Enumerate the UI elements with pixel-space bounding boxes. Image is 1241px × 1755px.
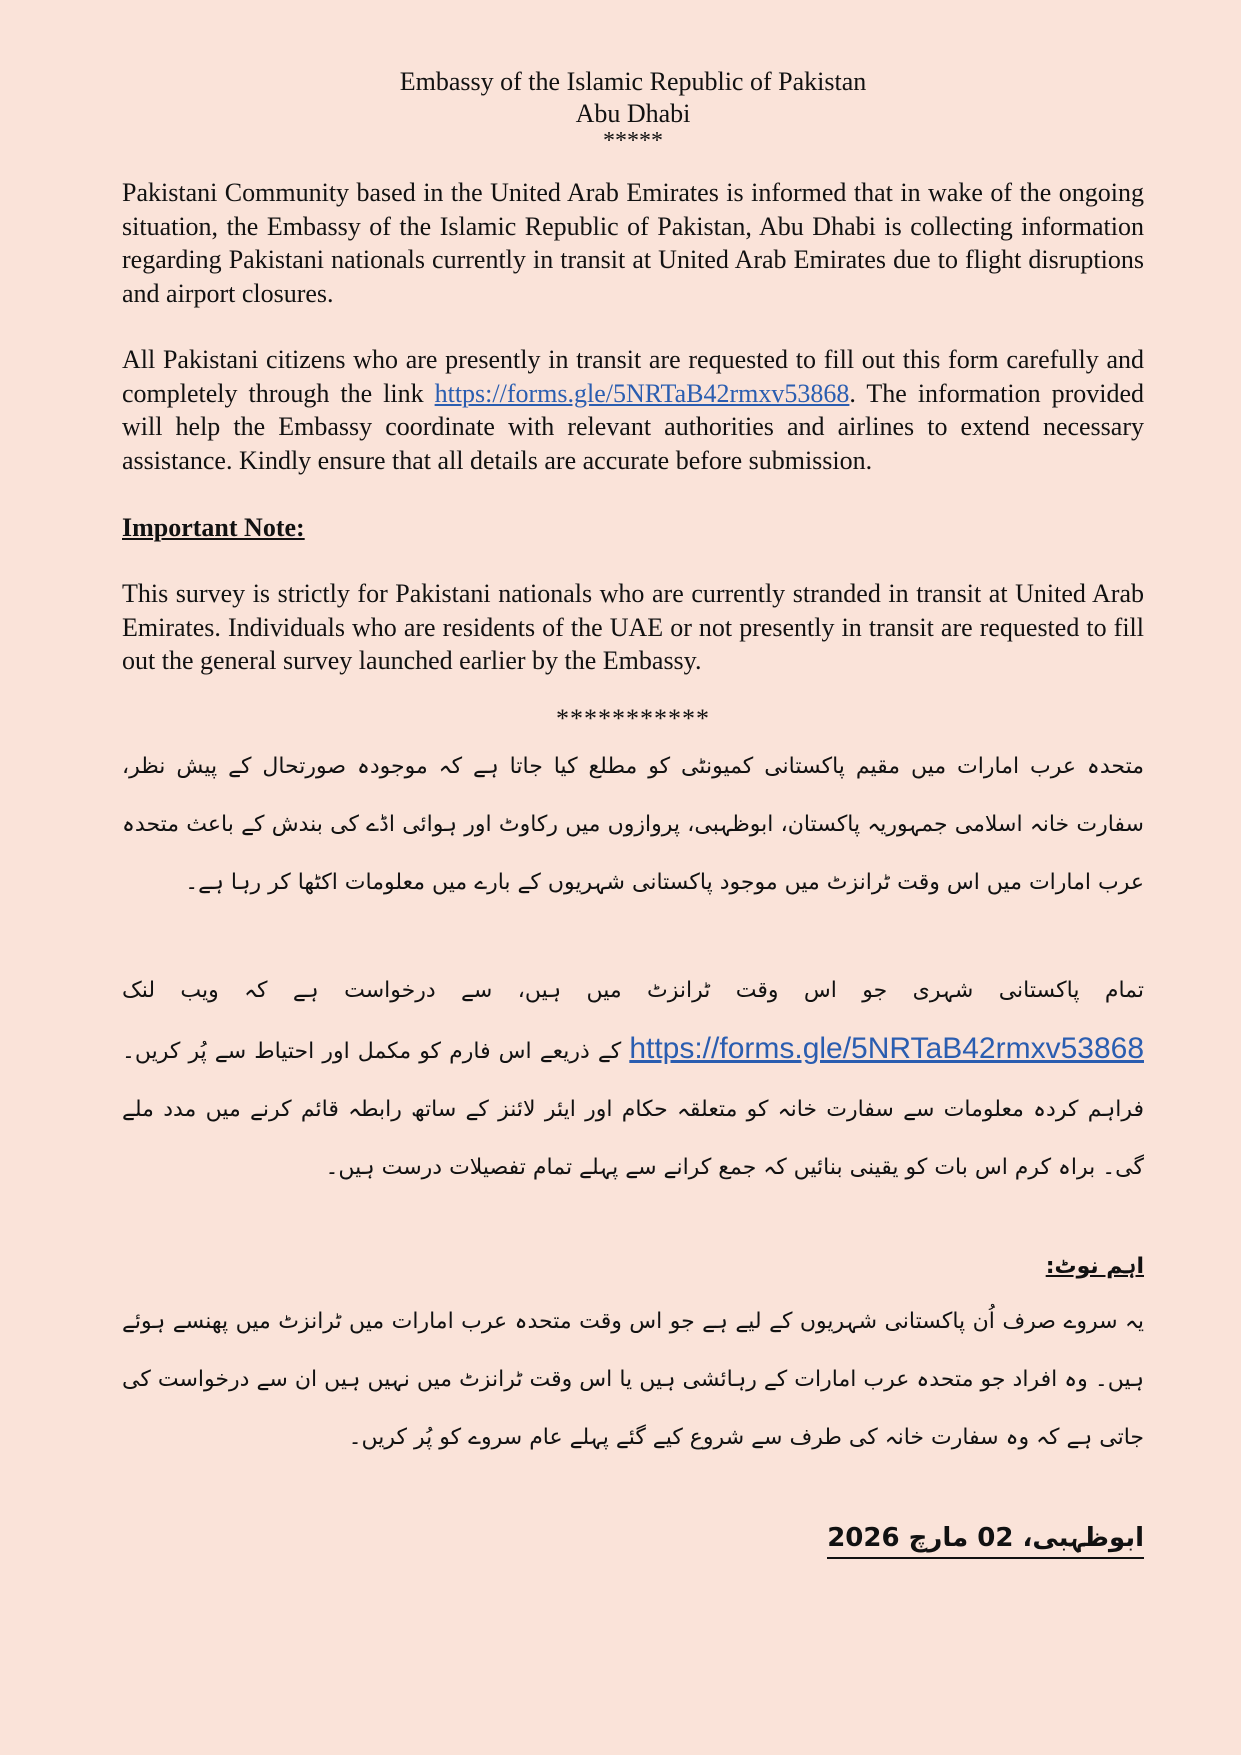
section-divider: *********** [556,703,710,733]
urdu-paragraph-3: یہ سروے صرف اُن پاکستانی شہریوں کے لیے ہے جو اس وقت متحدہ عرب امارات میں ٹرانزٹ میں پھنسے ہوئے ہیں۔ وہ افراد جو متحدہ عرب امارات کے رہائشی ہیں یا اس وقت ٹرانزٹ میں نہیں ہیں ان سے درخواست کی جاتی ہے کہ وہ سفارت خانہ کی طرف سے شروع کیے گئے پہلے عام سروے کو پُر کریں۔ [122,1308,1144,1450]
letterhead [122,66,1144,152]
urdu-paragraph-2-end: کے ذریعے اس فارم کو مکمل اور احتیاط سے پُر کریں۔ فراہم کردہ معلومات سے سفارت خانہ کو متعلقہ حکام اور ایئر لائنز کے ساتھ رابطہ قائم کرنے میں مدد ملے گی۔ براہ کرم اس بات کو یقینی بنائیں کہ جمع کرانے سے پہلے تمام تفصیلات درست ہیں۔ [122,1038,1144,1180]
date-line [122,1523,1144,1553]
document-page [122,66,1144,1553]
urdu-note-heading: اہم نوٹ: [1045,1253,1144,1279]
important-note-heading: Important Note: [122,513,305,542]
form-link[interactable]: https://forms.gle/5NRTaB42rmxv53868 [434,378,850,408]
urdu-paragraph-1: متحدہ عرب امارات میں مقیم پاکستانی کمیونٹی کو مطلع کیا جاتا ہے کہ موجودہ صورتحال کے پیش نظر، سفارت خانہ اسلامی جمہوریہ پاکستان، ابوظہبی، پروازوں میں رکاوٹ اور ہوائی اڈے کی بندش کے باعث متحدہ عرب امارات میں اس وقت ٹرانزٹ میں موجود پاکستانی شہریوں کے بارے میں معلومات اکٹھا کر رہا ہے۔ [122,753,1144,895]
english-paragraph-1: Pakistani Community based in the United Arab Emirates is informed that in wake of the ongoing situation, the Embassy of the Islamic Republic of Pakistan, Abu Dhabi is collecting information regarding Pakistani nationals currently in transit at United Arab Emirates due to flight disruptions and airport closures. [122,178,1144,308]
english-paragraph-3: This survey is strictly for Pakistani nationals who are currently stranded in transit at United Arab Emirates. Individuals who are residents of the UAE or not presently in transit are requested to fill out the general survey launched earlier by the Embassy. [122,579,1144,675]
embassy-name: Embassy of the Islamic Republic of Pakistan [399,67,867,96]
english-paragraph-2-start: All Pakistani citizens who are presently in transit are requested to fill out this form carefully and completely through the link [122,345,1144,408]
english-paragraph-2 [122,343,1144,477]
urdu-paragraph-2-start: تمام پاکستانی شہری جو اس وقت ٹرانزٹ میں ہیں، سے درخواست ہے کہ ویب لنک [122,977,1144,1003]
place-date: ابوظہبی، 02 مارچ 2026 [827,1523,1144,1559]
english-paragraph-2-end: . The information provided will help the Embassy coordinate with relevant authorities and airlines to extend necessary assistance. Kindly ensure that all details are accurate before submission. [122,378,1145,475]
urdu-paragraph-2 [122,962,1144,1197]
header-stars: ***** [603,128,663,154]
urdu-form-link[interactable]: https://forms.gle/5NRTaB42rmxv53868 [629,1031,1144,1065]
embassy-city: Abu Dhabi [575,99,691,128]
